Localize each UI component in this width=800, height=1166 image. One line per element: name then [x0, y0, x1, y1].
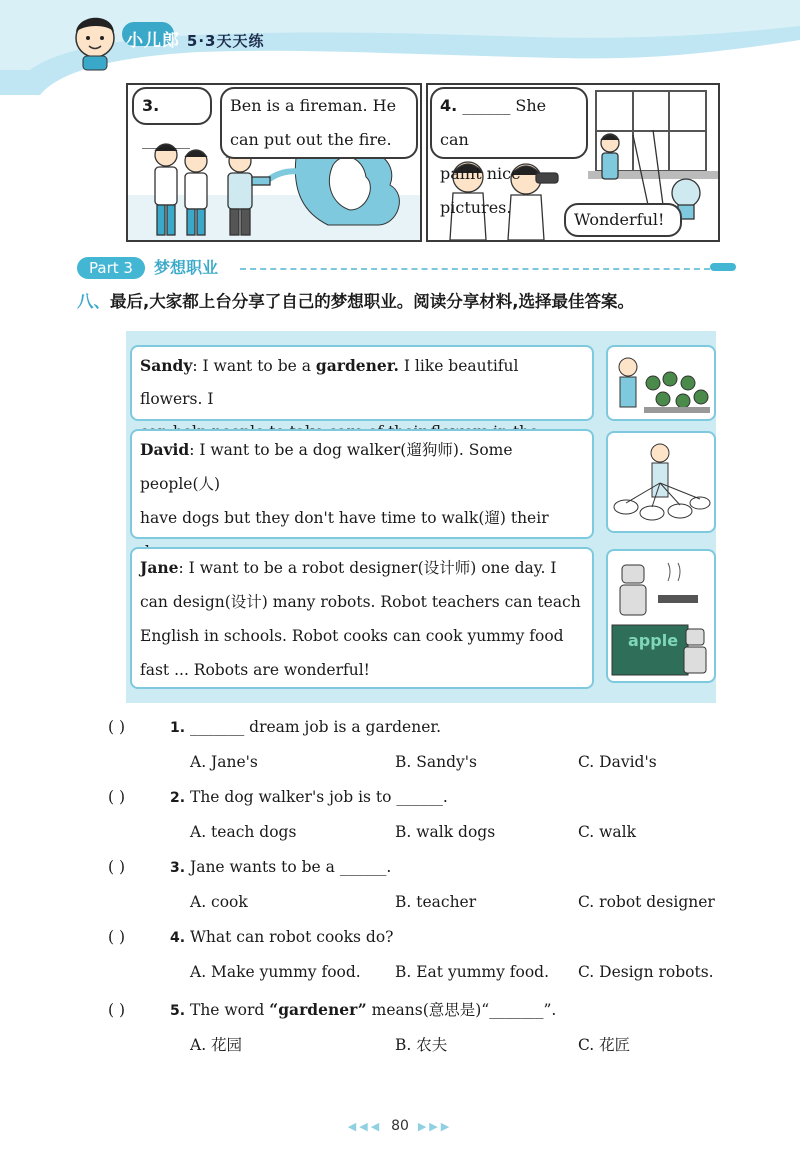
- option-a[interactable]: A. Make yummy food.: [190, 963, 361, 981]
- question-row: [108, 788, 448, 806]
- answer-paren[interactable]: ( ): [108, 718, 126, 736]
- question-blank[interactable]: _______: [489, 1001, 544, 1019]
- robot-illustration: [606, 549, 716, 683]
- question-number: 1.: [170, 720, 186, 736]
- speech-line: Ben is a fireman. He: [230, 96, 397, 115]
- option-c[interactable]: C. 花匠: [578, 1036, 631, 1054]
- question-text: Jane wants to be a: [185, 858, 340, 876]
- option-b[interactable]: B. teacher: [395, 893, 477, 911]
- part-title: 梦想职业: [154, 258, 219, 277]
- passage-text: can design(设计) many robots. Robot teachers can teach: [140, 593, 581, 611]
- speech-bubble-3-text: [220, 87, 418, 159]
- option-a[interactable]: A. teach dogs: [190, 823, 297, 841]
- answer-paren[interactable]: ( ): [108, 858, 126, 876]
- passage-keyword: gardener.: [315, 356, 399, 375]
- left-arrows-icon: ◀◀◀: [347, 1120, 383, 1133]
- comic-number-3: 3.: [142, 96, 160, 115]
- question-text: What can robot cooks do?: [185, 928, 394, 946]
- comic-number-4: 4.: [440, 96, 458, 115]
- option-b[interactable]: B. walk dogs: [395, 823, 496, 841]
- exercise-instruction: [77, 288, 634, 312]
- passage-text: have dogs but they don't have time to walk(遛) their: [140, 509, 549, 527]
- reading-panel: [126, 331, 716, 703]
- question-text: dream job is a gardener.: [244, 718, 441, 736]
- page-footer: [0, 1118, 800, 1134]
- passage-text: fast ... Robots are wonderful!: [140, 661, 370, 679]
- brand-logo: 小儿郎: [126, 31, 180, 51]
- comic-answer-blank-4[interactable]: ______: [462, 96, 511, 115]
- option-b[interactable]: B. 农夫: [395, 1036, 448, 1054]
- question-blank[interactable]: ______: [339, 858, 387, 876]
- option-c[interactable]: C. Design robots.: [578, 963, 714, 981]
- passage-jane: [130, 547, 594, 689]
- question-row: [108, 998, 556, 1020]
- gardener-illustration: [606, 345, 716, 421]
- option-b[interactable]: B. Sandy's: [395, 753, 477, 771]
- speech-bubble-3-answer: [132, 87, 212, 149]
- part-header: [77, 255, 218, 279]
- answer-paren[interactable]: ( ): [108, 928, 126, 946]
- passage-text: : I want to be a robot designer(设计师) one day. I: [178, 559, 557, 577]
- passage-sandy: [130, 345, 594, 421]
- question-row: [108, 718, 441, 736]
- passage-text: : I want to be a: [192, 357, 316, 375]
- question-number: 2.: [170, 790, 186, 806]
- option-a[interactable]: A. Jane's: [190, 753, 258, 771]
- divider-dashed: [240, 268, 710, 270]
- instruction-text: 最后,大家都上台分享了自己的梦想职业。阅读分享材料,选择最佳答案。: [110, 292, 635, 311]
- chalkboard-word: apple: [628, 631, 679, 650]
- speaker-name: David: [140, 440, 190, 459]
- question-row: [108, 928, 393, 946]
- speaker-name: Jane: [140, 558, 179, 577]
- question-keyword: “gardener”: [269, 1000, 367, 1019]
- speech-line: She can: [440, 96, 547, 149]
- speech-line: paint nice pictures.: [440, 164, 521, 217]
- option-b[interactable]: B. Eat yummy food.: [395, 963, 550, 981]
- header-wave: [0, 0, 800, 95]
- speech-reply: Wonderful!: [574, 210, 665, 229]
- dog-walker-illustration: [606, 431, 716, 533]
- passage-text: : I want to be a dog walker(遛狗师). Some people(人): [140, 441, 513, 493]
- speaker-name: Sandy: [140, 356, 193, 375]
- comic-panel-3: [126, 83, 422, 242]
- option-c[interactable]: C. David's: [578, 753, 657, 771]
- part-label: Part 3: [77, 257, 145, 279]
- speech-bubble-4-text: [430, 87, 588, 217]
- question-text: .: [386, 858, 392, 876]
- answer-paren[interactable]: ( ): [108, 1001, 126, 1019]
- question-text: The word: [185, 1001, 270, 1019]
- question-text: means(意思是)“: [366, 1001, 490, 1019]
- question-text: The dog walker's job is to: [185, 788, 397, 806]
- question-number: 3.: [170, 860, 186, 876]
- right-arrows-icon: ▶▶▶: [417, 1120, 453, 1133]
- passage-david: [130, 429, 594, 539]
- question-text: .: [442, 788, 448, 806]
- question-blank[interactable]: _______: [190, 718, 245, 736]
- page-number: 80: [391, 1118, 409, 1134]
- speech-line: can put out the fire.: [230, 130, 392, 149]
- comic-answer-blank-3[interactable]: ______: [142, 130, 190, 149]
- question-blank[interactable]: ______: [396, 788, 443, 806]
- answer-paren[interactable]: ( ): [108, 788, 126, 806]
- option-a[interactable]: A. cook: [190, 893, 248, 911]
- question-row: [108, 858, 391, 876]
- page-header: [0, 0, 800, 95]
- divider-end-mark: [710, 263, 736, 271]
- option-c[interactable]: C. walk: [578, 823, 637, 841]
- question-number: 5.: [170, 1003, 186, 1019]
- question-text: ”.: [543, 1001, 557, 1019]
- option-c[interactable]: C. robot designer: [578, 893, 715, 911]
- speech-bubble-wonderful: [564, 203, 682, 237]
- comic-panel-4: [426, 83, 720, 242]
- option-a[interactable]: A. 花园: [190, 1036, 243, 1054]
- passage-text: English in schools. Robot cooks can cook yummy food: [140, 627, 564, 645]
- series-title: 5·3天天练: [186, 32, 265, 50]
- question-number: 4.: [170, 930, 186, 946]
- exercise-number: 八、: [77, 292, 110, 311]
- passage-text: I like beautiful flowers. I: [140, 357, 519, 408]
